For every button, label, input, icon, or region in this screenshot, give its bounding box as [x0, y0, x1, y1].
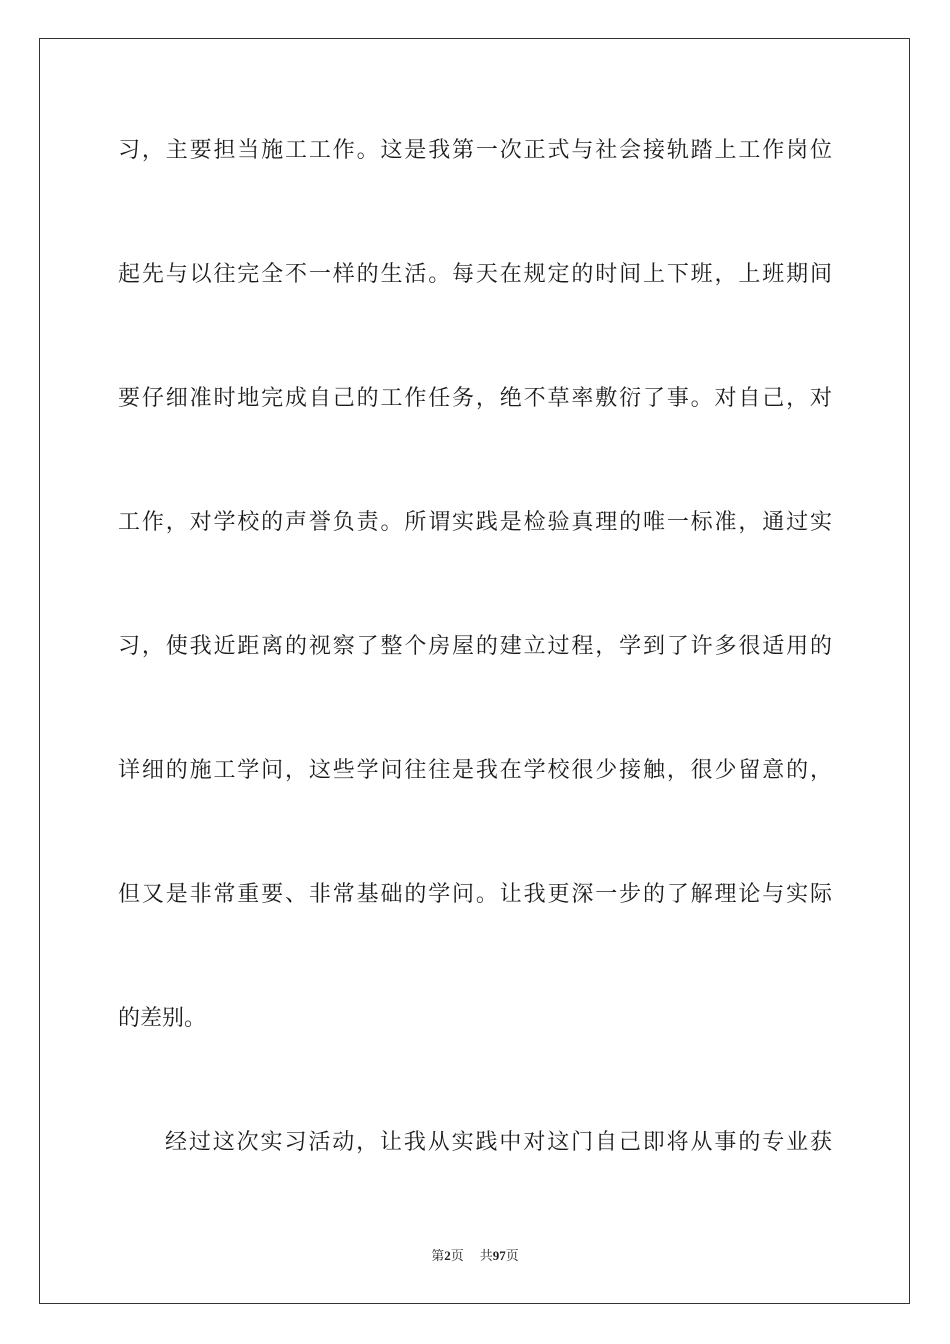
page-number: 2	[444, 1248, 451, 1263]
paragraph-start-line: 经过这次实习活动，让我从实践中对这门自己即将从事的专业获	[165, 1130, 832, 1155]
page-suffix: 页	[450, 1249, 464, 1264]
body-line-2: 起先与以往完全不一样的生活。每天在规定的时间上下班，上班期间	[118, 262, 832, 287]
total-suffix: 页	[505, 1249, 519, 1264]
page-footer	[0, 1247, 950, 1266]
page-border	[39, 38, 910, 1304]
page-prefix: 第	[431, 1249, 445, 1264]
total-pages: 97	[492, 1248, 506, 1263]
body-line-7: 但又是非常重要、非常基础的学问。让我更深一步的了解理论与实际	[118, 882, 832, 907]
body-line-4: 工作，对学校的声誉负责。所谓实践是检验真理的唯一标准，通过实	[118, 510, 832, 535]
body-line-1: 习，主要担当施工工作。这是我第一次正式与社会接轨踏上工作岗位	[118, 138, 832, 163]
body-line-6: 详细的施工学问，这些学问往往是我在学校很少接触，很少留意的，	[118, 758, 832, 783]
body-line-8: 的差别。	[118, 1006, 207, 1031]
body-line-3: 要仔细准时地完成自己的工作任务，绝不草率敷衍了事。对自己，对	[118, 386, 832, 411]
body-line-5: 习，使我近距离的视察了整个房屋的建立过程，学到了许多很适用的	[118, 634, 832, 659]
total-prefix: 共	[479, 1249, 493, 1264]
